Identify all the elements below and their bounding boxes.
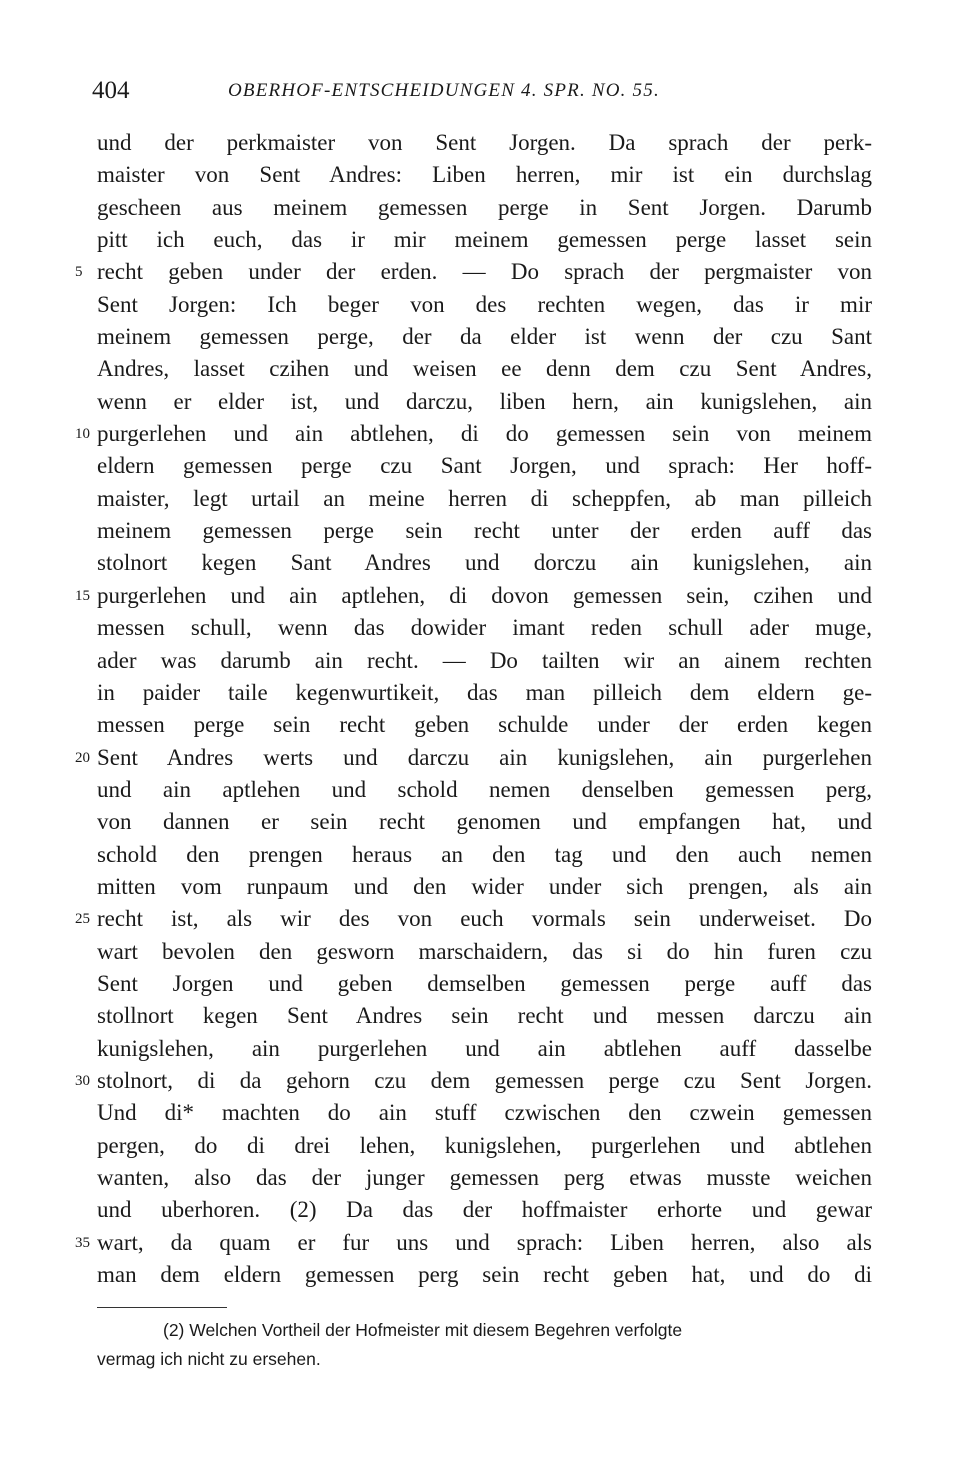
text-line-content: kunigslehen, ain purgerlehen und ain abtlehen auff dasselbe <box>97 1035 872 1061</box>
text-line <box>97 1130 872 1162</box>
text-line-content: wenn er elder ist, und darczu, liben hern, ain kunigslehen, ain <box>97 388 872 414</box>
text-line-content: ader was darumb ain recht. — Do tailten wir an ainem rechten <box>97 647 872 673</box>
text-line-content: recht ist, als wir des von euch vormals sein underweiset. Do <box>97 906 872 932</box>
line-number: 20 <box>75 749 90 766</box>
page-header <box>92 74 872 108</box>
text-line <box>97 224 872 256</box>
footnote-line: (2) Welchen Vortheil der Hofmeister mit diesem Begehren verfolgte <box>163 1320 683 1340</box>
text-line <box>97 871 872 903</box>
text-line <box>75 1065 872 1097</box>
text-line-content: wanten, also das der junger gemessen perg etwas musste weichen <box>97 1165 872 1190</box>
text-line-content: messen schull, wenn das dowider imant reden schull ader muge, <box>97 615 872 641</box>
footnote-rule <box>97 1307 227 1308</box>
text-line <box>97 612 872 644</box>
text-line-content: und uberhoren. (2) Da das der hoffmaister erhorte und gewar <box>97 1197 872 1223</box>
text-line-content: purgerlehen und ain abtlehen, di do gemessen sein von meinem <box>97 421 872 447</box>
text-line-content: purgerlehen und ain aptlehen, di dovon gemessen sein, czihen und <box>97 582 872 608</box>
text-line <box>97 936 872 968</box>
text-line <box>97 1194 872 1226</box>
text-line <box>97 968 872 1000</box>
line-number: 35 <box>75 1234 90 1251</box>
text-line <box>97 321 872 353</box>
text-line <box>97 386 872 418</box>
text-line-content: Sent Andres werts und darczu ain kunigslehen, ain purgerlehen <box>97 744 872 770</box>
text-line <box>97 483 872 515</box>
page-number: 404 <box>92 77 130 104</box>
text-line <box>97 1162 872 1194</box>
line-number: 25 <box>75 911 90 928</box>
text-line-content: stolnort kegen Sant Andres und dorczu ain kunigslehen, ain <box>97 550 872 576</box>
footnote <box>97 1316 872 1374</box>
text-line <box>75 256 872 288</box>
text-line-content: gescheen aus meinem gemessen perge in Sent Jorgen. Darumb <box>97 194 872 220</box>
text-line-content: von dannen er sein recht genomen und empfangen hat, und <box>97 809 872 835</box>
text-line-content: in paider taile kegenwurtikeit, das man pilleich dem eldern ge- <box>97 679 872 705</box>
text-line-content: Sent Jorgen und geben demselben gemessen perge auff das <box>97 970 872 996</box>
text-line-content: eldern gemessen perge czu Sant Jorgen, und sprach: Her hoff- <box>97 453 872 479</box>
line-number: 30 <box>75 1072 90 1089</box>
running-head: OBERHOF-ENTSCHEIDUNGEN 4. SPR. NO. 55. <box>228 80 660 101</box>
text-line <box>97 1097 872 1129</box>
text-line <box>97 1000 872 1032</box>
body-text <box>75 127 872 1291</box>
text-line <box>75 742 872 774</box>
text-line <box>75 1227 872 1259</box>
text-line-content: und der perkmaister von Sent Jorgen. Da sprach der perk- <box>97 130 872 155</box>
footnote-line: vermag ich nicht zu ersehen. <box>97 1349 321 1369</box>
text-line-content: Andres, lasset czihen und weisen ee denn dem czu Sent Andres, <box>97 356 872 382</box>
text-line <box>97 645 872 677</box>
text-line-content: und ain aptlehen und schold nemen denselben gemessen perg, <box>97 776 872 802</box>
text-line <box>97 1033 872 1065</box>
text-line <box>97 127 872 159</box>
text-line <box>97 709 872 741</box>
text-line-content: meinem gemessen perge, der da elder ist wenn der czu Sant <box>97 324 872 350</box>
text-line <box>75 903 872 935</box>
text-line <box>97 289 872 321</box>
text-line-content: schold den prengen heraus an den tag und den auch nemen <box>97 841 872 867</box>
text-line-content: pergen, do di drei lehen, kunigslehen, purgerlehen und abtlehen <box>97 1132 872 1158</box>
text-line-content: Sent Jorgen: Ich beger von des rechten wegen, das ir mir <box>97 291 872 317</box>
text-line-content: maister, legt urtail an meine herren di scheppfen, ab man pilleich <box>97 485 872 511</box>
text-line <box>97 515 872 547</box>
text-line-content: maister von Sent Andres: Liben herren, mir ist ein durchslag <box>97 162 872 188</box>
text-line <box>97 677 872 709</box>
text-line-content: stollnort kegen Sent Andres sein recht und messen darczu ain <box>97 1003 872 1029</box>
text-line <box>97 159 872 191</box>
text-line <box>97 450 872 482</box>
text-line <box>97 547 872 579</box>
text-line <box>97 353 872 385</box>
text-line-content: recht geben under der erden. — Do sprach der pergmaister von <box>97 259 872 285</box>
text-line-content: wart bevolen den gesworn marschaidern, das si do hin furen czu <box>97 938 872 964</box>
text-line-content: Und di* machten do ain stuff czwischen den czwein gemessen <box>97 1100 872 1126</box>
text-line-content: meinem gemessen perge sein recht unter der erden auff das <box>97 518 872 544</box>
text-line <box>97 192 872 224</box>
text-line-content: wart, da quam er fur uns und sprach: Liben herren, also als <box>97 1229 872 1255</box>
text-line <box>97 839 872 871</box>
text-line <box>75 418 872 450</box>
text-line <box>97 774 872 806</box>
text-line-content: man dem eldern gemessen perg sein recht geben hat, und do di <box>97 1262 872 1288</box>
line-number: 10 <box>75 426 90 443</box>
text-line <box>97 806 872 838</box>
text-line-content: stolnort, di da gehorn czu dem gemessen perge czu Sent Jorgen. <box>97 1067 872 1093</box>
text-line-content: pitt ich euch, das ir mir meinem gemessen perge lasset sein <box>97 227 872 253</box>
text-line-content: mitten vom runpaum und den wider under sich prengen, als ain <box>97 873 872 899</box>
line-number: 5 <box>75 264 83 281</box>
text-line <box>75 580 872 612</box>
text-line <box>97 1259 872 1291</box>
text-line-content: messen perge sein recht geben schulde under der erden kegen <box>97 712 872 738</box>
line-number: 15 <box>75 587 90 604</box>
